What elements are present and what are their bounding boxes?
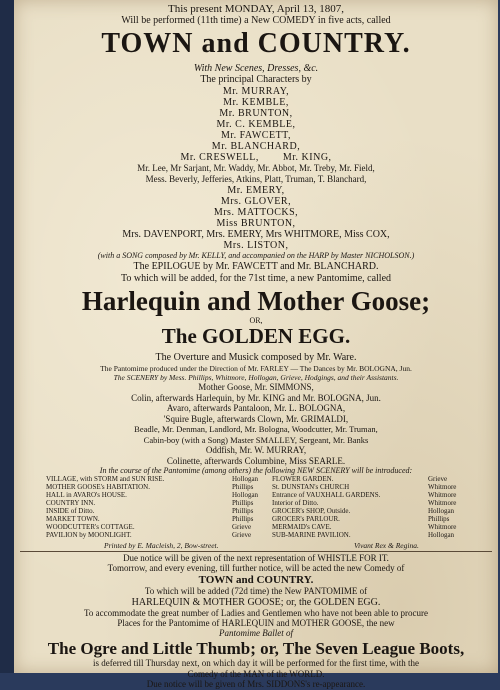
scene-artist: Grieve [232,531,252,539]
cast-line: Mr. FAWCETT, [220,130,292,141]
cast-list [14,86,498,251]
scene-name: MARKET TOWN. [46,515,100,523]
notice-line: Tomorrow, and every evening, till further notice, will be acted the new Comedy of [107,563,405,573]
cast-line: Mr. C. KEMBLE, [216,119,296,130]
notice-line: Places for the Pantomime of HARLEQUIN and MOTHER GOOSE, the new [117,618,395,628]
character-line: Cabin-boy (with a Song) Master SMALLEY, Sergeant, Mr. Banks [143,434,369,445]
scenery-right-artists [428,475,466,539]
scene-artist: Phillips [232,515,254,523]
character-line: Avaro, afterwards Pantaloon, Mr. L. BOLOGNA, [166,403,346,413]
added-line: To which will be added, for the 71st time, a new Pantomime, called [120,273,392,284]
notice-line: To which will be added (72d time) the New PANTOMIME of [144,586,368,596]
scene-name: Entrance of VAUXHALL GARDENS. [272,491,381,499]
overture-line: The Overture and Musick composed by Mr. Ware. [155,352,357,363]
character-line: Colin, afterwards Harlequin, by Mr. KING and Mr. BOLOGNA, Jun. [131,392,381,403]
scene-name: WOODCUTTER's COTTAGE. [46,523,135,531]
scene-name: FLOWER GARDEN. [272,475,334,483]
cast-line: Mr. BLANCHARD, [211,141,301,152]
scenery-left-column [46,475,196,539]
scan-background [0,0,14,673]
cast-line: Mr. BRUNTON, [219,108,293,119]
new-scenes-line: With New Scenes, Dresses, &c. [193,63,319,74]
character-line: Colinette, afterwards Columbine, Miss SEARLE. [166,455,346,466]
notice-line: Due notice will be given of Mrs. SIDDONS's re-appearance. [146,679,366,689]
ogre-title: The Ogre and Little Thumb; or, The Seven League Boots, [47,639,465,658]
character-line: Oddfish, Mr. W. MURRAY, [205,445,307,455]
scenery-left-artists [232,475,268,539]
scene-artist: Phillips [232,483,254,491]
notice-line: Due notice will be given of the next representation of WHISTLE FOR IT. [123,553,389,563]
notice-line: HARLEQUIN & MOTHER GOOSE; or, the GOLDEN EGG. [131,597,381,608]
cast-line: Mrs. GLOVER, [220,196,292,207]
cast-line: Mr. CRESWELL, Mr. KING, [180,152,332,163]
scene-name: COUNTRY INN. [46,499,96,507]
scene-name: MERMAID's CAVE. [272,523,332,531]
scene-name: MOTHER GOOSE's HABITATION. [46,483,150,491]
scene-artist: Whitmore [428,523,457,531]
produced-line: The Pantomime produced under the Direction of Mr. FARLEY — The Dances by Mr. BOLOGNA, Jun. [100,364,412,373]
scene-artist: Grieve [232,523,252,531]
character-line: Beadle, Mr. Denman, Landlord, Mr. Bologna, Woodcutter, Mr. Truman, [134,424,378,434]
pantomime-title: Harlequin and Mother Goose; [81,286,431,316]
or-line: OR, [249,316,263,325]
epilogue-line: The EPILOGUE by Mr. FAWCETT and Mr. BLANCHARD. [133,261,379,272]
scene-artist: Whitmore [428,499,457,507]
scene-name: Interior of Ditto. [272,499,319,507]
scene-artist: Hollogan [232,491,259,499]
divider [20,551,492,552]
notice-line: is deferred till Thursday next, on which day it will be performed for the first time, with the [93,658,419,668]
printer-row [14,541,498,550]
scene-artist: Grieve [428,475,448,483]
cast-line: Mrs. LISTON, [223,240,289,251]
date-line: This present MONDAY, April 13, 1807, [167,3,344,15]
scene-name: VILLAGE, with STORM and SUN RISE. [46,475,165,483]
notice-title: TOWN and COUNTRY. [198,574,314,586]
pantomime-characters [14,382,498,466]
character-line: 'Squire Bugle, afterwards Clown, Mr. GRIMALDI, [163,413,349,424]
cast-line: Mr. Lee, Mr Sarjant, Mr. Waddy, Mr. Abbot, Mr. Treby, Mr. Field, [137,163,375,173]
pantomime-subtitle: The GOLDEN EGG. [161,324,351,348]
scene-name: GROCER's SHOP, Outside. [272,507,351,515]
scene-artist: Whitmore [428,491,457,499]
notice-line: Comedy of the MAN of the WORLD. [187,669,325,679]
perform-line: Will be performed (11th time) a New COMEDY in five acts, called [121,15,391,26]
scene-artist: Hollogan [232,475,259,483]
cast-line: Miss BRUNTON, [216,218,296,229]
scene-name: St. DUNSTAN's CHURCH [272,483,350,491]
printer-line: Printed by E. Macleish, 2, Bow-street. [104,541,219,550]
scene-artist: Phillips [232,507,254,515]
character-line: Mother Goose, Mr. SIMMONS, [198,382,314,392]
scene-name: GROCER's PARLOUR. [272,515,340,523]
scene-name: HALL in AVARO's HOUSE. [46,491,127,499]
cast-line: Mr. MURRAY, [222,86,290,97]
scene-artist: Whitmore [428,483,457,491]
cast-line: Mr. KEMBLE, [223,97,289,108]
cast-line: Mess. Beverly, Jefferies, Atkins, Platt, Truman, T. Blanchard, [145,174,367,184]
scene-name: PAVILION by MOONLIGHT. [46,531,132,539]
cast-line: Mr. EMERY, [227,185,285,196]
scene-name: INSIDE of Ditto. [46,507,95,515]
cast-line: Mrs. DAVENPORT, Mrs. EMERY, Mrs WHITMORE, Miss COX, [122,229,390,240]
comedy-title: TOWN and COUNTRY. [101,28,411,59]
principal-line: The principal Characters by [200,74,312,85]
scene-name: SUB-MARINE PAVILION. [272,531,351,539]
scene-artist: Phillips [232,499,254,507]
playbill [14,0,498,689]
scene-artist: Hollogan [428,531,455,539]
scenery-by-line: The SCENERY by Mess. Phillips, Whitmore, Hollogan, Grieve, Hodgings, and their Assistants. [113,372,399,382]
notice-line: Pantomime Ballet of [219,628,293,638]
scenery-right-column [272,475,422,539]
notice-line: To accommodate the great number of Ladies and Gentlemen who have not been able to procure [84,608,428,618]
song-line: (with a SONG composed by Mr. KELLY, and accompanied on the HARP by Master NICHOLSON.) [97,251,415,260]
cast-line: Mrs. MATTOCKS, [213,207,299,218]
vivant-line: Vivant Rex & Regina. [354,541,419,550]
scene-artist: Phillips [428,515,450,523]
scene-artist: Hollogan [428,507,455,515]
scenery-intro: In the course of the Pantomime (among others) the following NEW SCENERY will be introduced: [99,466,413,475]
scenery-table [46,475,466,541]
